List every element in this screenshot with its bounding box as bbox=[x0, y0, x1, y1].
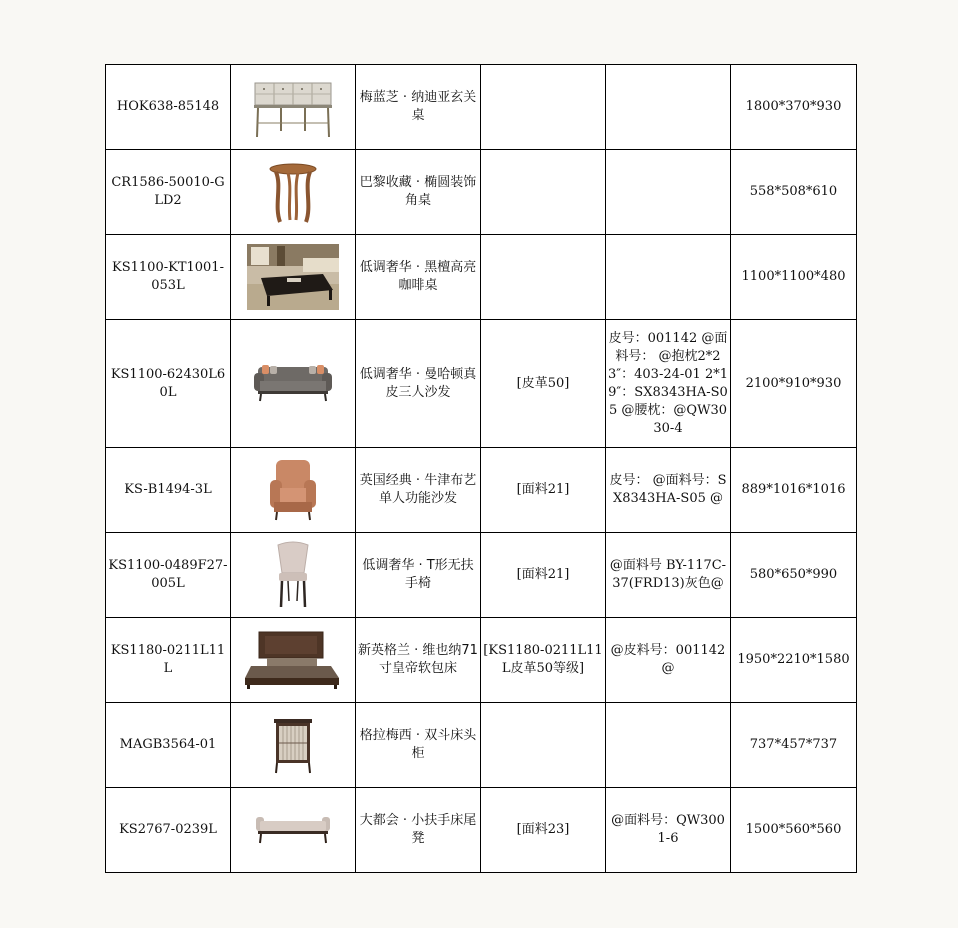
material-grade bbox=[481, 235, 606, 320]
table-row bbox=[106, 703, 857, 788]
product-spec-table bbox=[105, 64, 857, 873]
material-grade bbox=[481, 65, 606, 150]
dimensions: 737*457*737 bbox=[731, 703, 857, 788]
product-image-cell bbox=[231, 65, 356, 150]
dimensions: 1100*1100*480 bbox=[731, 235, 857, 320]
material-note: @面料号：QW3001-6 bbox=[606, 788, 731, 873]
dimensions: 558*508*610 bbox=[731, 150, 857, 235]
product-name: 低调奢华 · 曼哈顿真皮三人沙发 bbox=[356, 320, 481, 448]
upholstered-bed-image bbox=[243, 630, 343, 690]
table-row bbox=[106, 788, 857, 873]
material-note: 皮号：001142 @面料号： @抱枕2*23″：403-24-01 2*19″：SX8343HA-S05 @腰枕：@QW3030-4 bbox=[606, 320, 731, 448]
material-grade: [面料21] bbox=[481, 533, 606, 618]
product-name: 英国经典 · 牛津布艺单人功能沙发 bbox=[356, 448, 481, 533]
material-grade: [皮革50] bbox=[481, 320, 606, 448]
product-name: 大都会 · 小扶手床尾凳 bbox=[356, 788, 481, 873]
material-note bbox=[606, 65, 731, 150]
console-table-image bbox=[252, 71, 334, 143]
product-image-cell bbox=[231, 703, 356, 788]
product-code: HOK638-85148 bbox=[106, 65, 231, 150]
material-note bbox=[606, 703, 731, 788]
material-note: @皮料号：001142@ bbox=[606, 618, 731, 703]
oval-side-table-image bbox=[252, 156, 334, 228]
dimensions: 1800*370*930 bbox=[731, 65, 857, 150]
armless-chair-image bbox=[252, 539, 334, 611]
dimensions: 580*650*990 bbox=[731, 533, 857, 618]
product-image-cell bbox=[231, 448, 356, 533]
armchair-image bbox=[252, 454, 334, 526]
bench-image bbox=[252, 805, 334, 855]
nightstand-image bbox=[252, 709, 334, 781]
table-row bbox=[106, 150, 857, 235]
table-row bbox=[106, 235, 857, 320]
product-code: KS-B1494-3L bbox=[106, 448, 231, 533]
dimensions: 1500*560*560 bbox=[731, 788, 857, 873]
product-name: 格拉梅西 · 双斗床头柜 bbox=[356, 703, 481, 788]
table-row bbox=[106, 618, 857, 703]
dimensions: 2100*910*930 bbox=[731, 320, 857, 448]
table-row bbox=[106, 533, 857, 618]
product-image-cell bbox=[231, 618, 356, 703]
material-grade bbox=[481, 703, 606, 788]
material-grade: [KS1180-0211L11L皮革50等级] bbox=[481, 618, 606, 703]
dimensions: 1950*2210*1580 bbox=[731, 618, 857, 703]
product-image-cell bbox=[231, 533, 356, 618]
three-seat-sofa-image bbox=[252, 359, 334, 409]
product-image-cell bbox=[231, 320, 356, 448]
material-note: 皮号： @面料号：SX8343HA-S05 @ bbox=[606, 448, 731, 533]
product-code: MAGB3564-01 bbox=[106, 703, 231, 788]
product-code: KS1100-0489F27-005L bbox=[106, 533, 231, 618]
material-note bbox=[606, 235, 731, 320]
table-row bbox=[106, 448, 857, 533]
material-grade: [面料21] bbox=[481, 448, 606, 533]
table-row bbox=[106, 320, 857, 448]
product-name: 巴黎收藏 · 椭圆装饰角桌 bbox=[356, 150, 481, 235]
material-note bbox=[606, 150, 731, 235]
product-code: KS1100-62430L60L bbox=[106, 320, 231, 448]
product-name: 梅蓝芝 · 纳迪亚玄关桌 bbox=[356, 65, 481, 150]
material-grade: [面料23] bbox=[481, 788, 606, 873]
product-image-cell bbox=[231, 788, 356, 873]
dimensions: 889*1016*1016 bbox=[731, 448, 857, 533]
product-code: KS2767-0239L bbox=[106, 788, 231, 873]
table-row bbox=[106, 65, 857, 150]
product-code: KS1180-0211L11L bbox=[106, 618, 231, 703]
coffee-table-room-image bbox=[247, 244, 339, 310]
product-image-cell bbox=[231, 150, 356, 235]
material-grade bbox=[481, 150, 606, 235]
product-name: 低调奢华 · T形无扶手椅 bbox=[356, 533, 481, 618]
product-code: KS1100-KT1001-053L bbox=[106, 235, 231, 320]
product-image-cell bbox=[231, 235, 356, 320]
product-name: 新英格兰 · 维也纳71寸皇帝软包床 bbox=[356, 618, 481, 703]
product-name: 低调奢华 · 黑檀高亮咖啡桌 bbox=[356, 235, 481, 320]
product-code: CR1586-50010-GLD2 bbox=[106, 150, 231, 235]
material-note: @面料号 BY-117C-37(FRD13)灰色@ bbox=[606, 533, 731, 618]
